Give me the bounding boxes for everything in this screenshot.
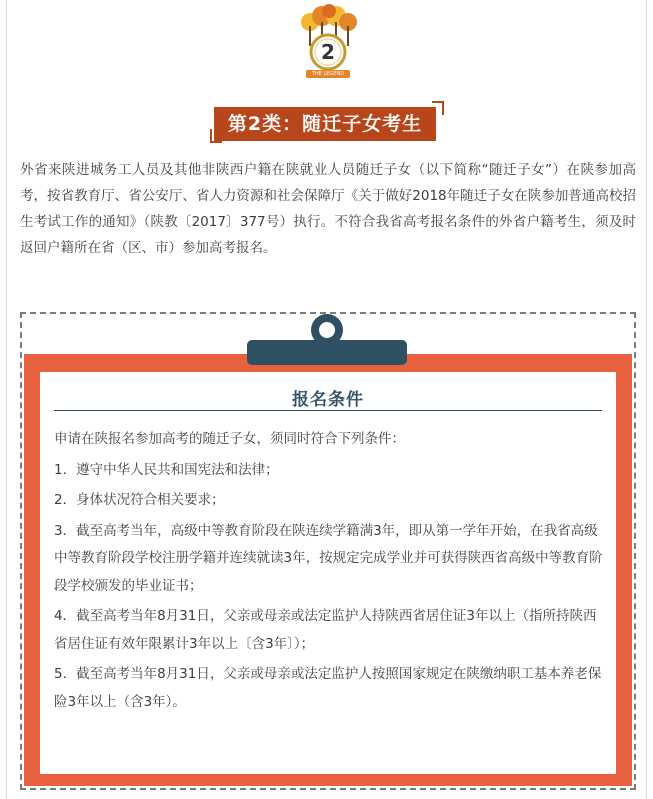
card-title: 报名条件 xyxy=(292,390,364,410)
conditions-list xyxy=(54,426,604,719)
condition-item: 1．遵守中华人民共和国宪法和法律； xyxy=(54,461,279,478)
condition-item: 4．截至高考当年8月31日，父亲或母亲或法定监护人持陕西省居住证3年以上（指所持陕西省居住证有效年限累计3年以上〔含3年〕）； xyxy=(54,608,597,652)
hanger-ring-hole xyxy=(319,322,335,338)
section-title: 第2类：随迁子女考生 xyxy=(214,107,436,141)
hanger-tab xyxy=(247,340,407,365)
condition-item: 3．截至高考当年，高级中等教育阶段在陕连续学籍满3年，即从第一学年开始，在我省高级中等教育阶段学校注册学籍并连续就读3年，按规定完成学业并可获得陕西省高级中等教育阶段学校颁发的毕业证书； xyxy=(54,522,603,594)
conditions-lead: 申请在陕报名参加高考的随迁子女，须同时符合下列条件： xyxy=(54,431,405,447)
number-badge xyxy=(296,4,360,80)
section-title-block xyxy=(210,101,444,143)
card-divider xyxy=(54,410,602,411)
intro-paragraph: 外省来陕进城务工人员及其他非陕西户籍在陕就业人员随迁子女（以下简称“随迁子女”）在陕参加高考，按省教育厅、省公安厅、省人力资源和社会保障厅《关于做好2018年随迁子女在陕参加普通高校招生考试工作的通知》（陕教〔2017〕377号）执行。不符合我省高考报名条件的外省户籍考生，须及时返回户籍所在省（区、市）参加高考报名。 xyxy=(20,162,636,256)
condition-item: 5．截至高考当年8月31日，父亲或母亲或法定监护人按照国家规定在陕缴纳职工基本养老保险3年以上（含3年）。 xyxy=(54,666,602,710)
condition-item: 2．身体状况符合相关要求； xyxy=(54,492,225,508)
badge-number: 2 xyxy=(321,40,335,64)
badge-caption: THE LEGEND xyxy=(311,71,345,77)
